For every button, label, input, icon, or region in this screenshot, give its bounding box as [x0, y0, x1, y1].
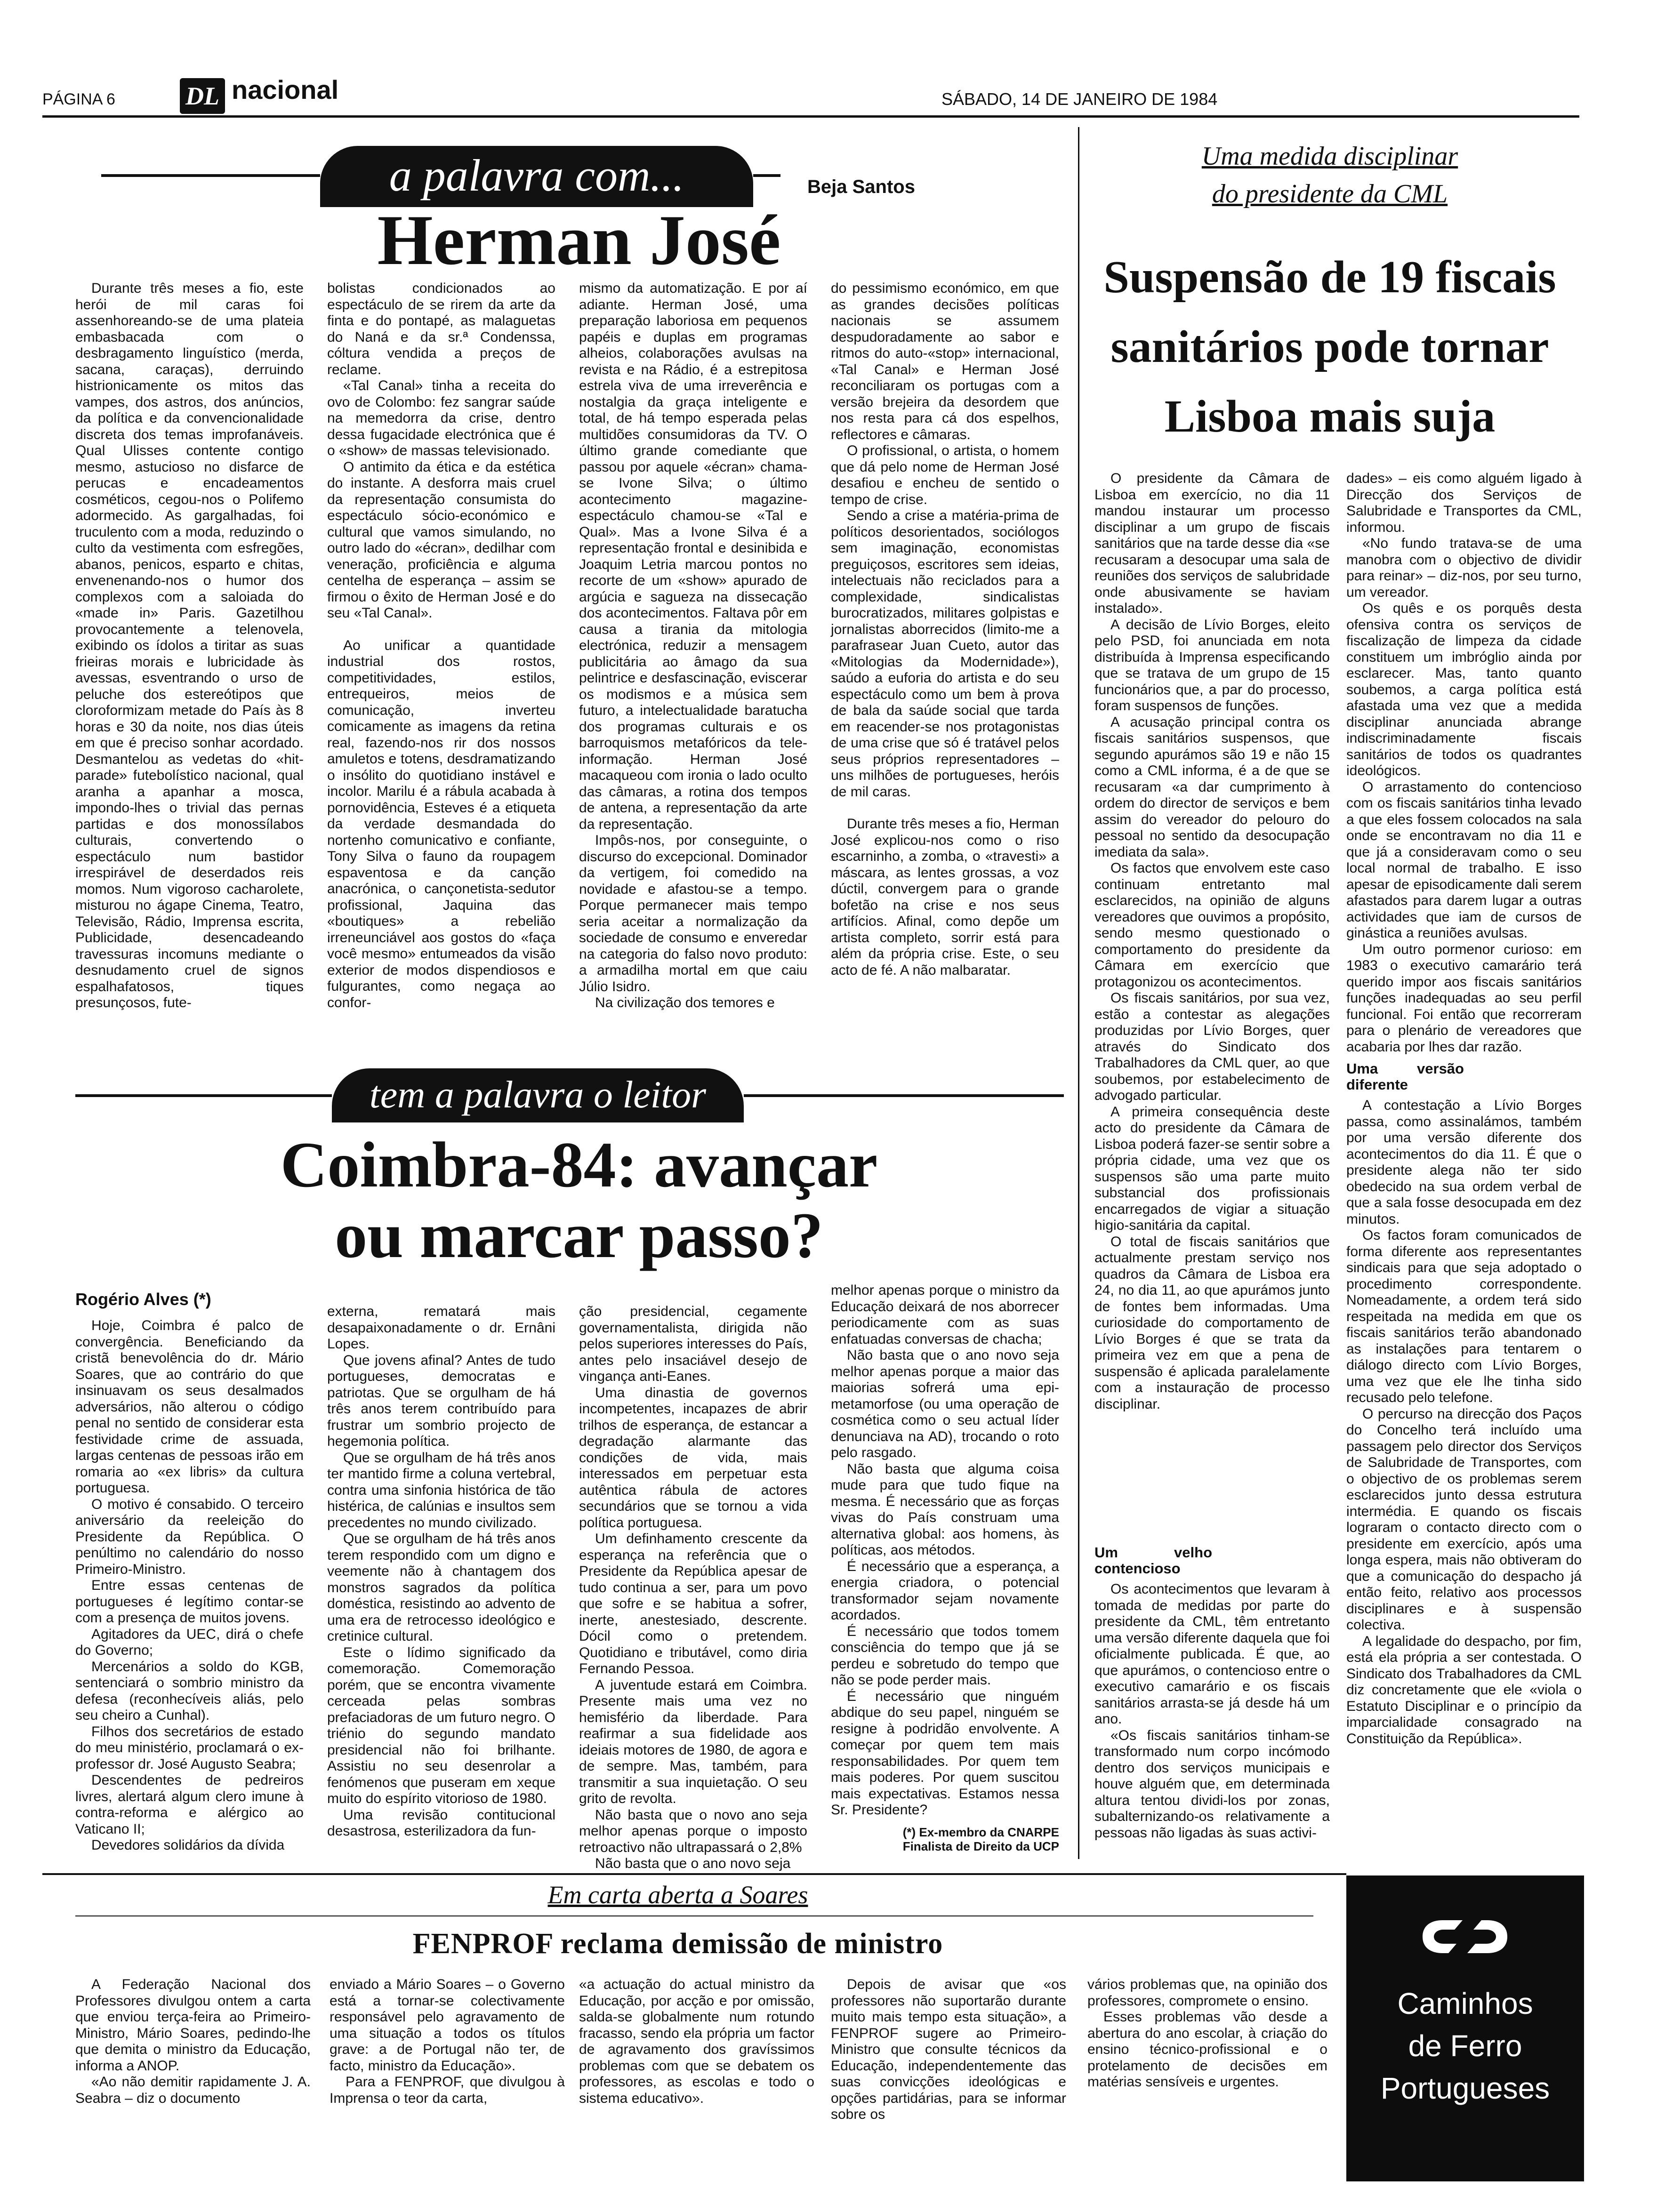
paragraph: A primeira consequência deste acto do presidente da Câmara de Lisboa poderá fazer-se sentir sobre a própria cidade, uma vez que os suspensos são uma parte muito substancial dos profissionais encarregados de vigiar a situação higio-sanitária da capital. — [1094, 1104, 1330, 1233]
paragraph: O antimito da ética e da estética do instante. A desforra mais cruel da representação consumista do espectáculo sócio-económico e cultural que vamos simulando, no outro lado do «écran», dedilhar com veneração, proficiência e alguma centelha de esperança – assim se firmou o êxito de Herman José e do seu «Tal Canal». — [327, 459, 555, 621]
herman-col-1 — [75, 281, 304, 1011]
paragraph: dades» – eis como alguém ligado à Direcção dos Serviços de Salubridade e Transportes da CML, informou. — [1346, 471, 1582, 535]
logo — [180, 78, 225, 114]
paragraph: enviado a Mário Soares – o Governo está a tornar-se colectivamente responsável pelo agravamento de uma situação a todos os títulos grave: a de Portugal não ter, de facto, ministro da Educação». — [330, 1977, 565, 2074]
footnote-line: (*) Ex-membro da CNARPE — [902, 1825, 1059, 1839]
article-kicker-2: do presidente da CML — [1212, 179, 1448, 208]
opinion-author: Rogério Alves (*) — [75, 1290, 211, 1309]
ad-line: Portugueses — [1380, 2071, 1550, 2105]
paragraph: ção presidencial, cegamente governamentalista, dirigida não pelos superiores interesses do País, antes pelo insaciável desejo de vingança anti-Eanes. — [579, 1304, 807, 1384]
paragraph: É necessário que ninguém abdique do seu papel, ninguém se resigne à podridão envolvente. A começar por quem tem mais responsabilidades. Por quem tem mais poderes. Por quem suscitou mais expectativas. Estamos nessa Sr. Presidente? — [831, 1688, 1059, 1818]
vertical-divider — [1078, 127, 1079, 1859]
paragraph: «Ao não demitir rapidamente J. A. Seabra – diz o documento — [75, 2074, 311, 2106]
paragraph: Que se orgulham de há três anos terem respondido com um digno e veemente não à chantagem dos monstros sagrados da política doméstica, resistindo ao advento de uma era de retrocesso ideológico e cretinice cultural. — [327, 1531, 555, 1644]
ad-line: de Ferro — [1408, 2029, 1522, 2063]
herman-col-2 — [327, 281, 555, 1011]
fenprof-col-1 — [75, 1977, 311, 2107]
footnote-line: Finalista de Direito da UCP — [902, 1839, 1059, 1853]
cp-advertisement — [1346, 1875, 1584, 2181]
header-rule — [42, 115, 1579, 118]
opinion-col-2 — [327, 1304, 555, 1840]
paragraph: Um outro pormenor curioso: em 1983 o executivo camarário terá querido impor aos fiscais sanitários funções inadequadas ao seu perfil funcional. Foi então que recorreram para o plenário de vereadores que acabaria por lhes dar razão. — [1346, 941, 1582, 1055]
paragraph: O percurso na direcção dos Paços do Concelho terá incluído uma passagem pelo director dos Serviços de Salubridade de Transportes, com o objectivo de os problemas serem esclarecidos junto dessa estrutura intermédia. E quando os fiscais lograram o contacto directo com o presidente em exercício, após uma longa espera, mais não obtiveram do que a comunicação do despacho já então feito, relativo aos processos disciplinares e à suspensão colectiva. — [1346, 1406, 1582, 1633]
paragraph: A acusação principal contra os fiscais sanitários suspensos, que segundo apurámos são 19 e não 15 como a CML informa, é a de que se recusaram «a dar cumprimento à ordem do director de serviços e bem assim do vereador do pelouro do pessoal no sentido da desocupação imediata da sala». — [1094, 714, 1330, 860]
paragraph: É necessário que todos tomem consciência do tempo que já se perdeu e sobretudo do tempo que não se pode perder mais. — [831, 1623, 1059, 1688]
paragraph: Uma dinastia de governos incompetentes, incapazes de abrir trilhos de esperança, de estancar a degradação alarmante das condições de vida, mais interessados em perpetuar esta autêntica rábula de actores secundários que se tornou a vida política portuguesa. — [579, 1385, 807, 1531]
paragraph: Ao unificar a quantidade industrial dos rostos, competitividades, estilos, entrequeiros, meios de comunicação, inverteu comicamente as imagens da retina real, fazendo-nos rir dos nossos amuletos e totens, desdramatizando o insólito do quotidiano instável e incolor. Marilu é a rábula acabada à pornovidência, Esteves é a etiqueta da verdade desmandada do nortenho comunicativo e confiante, Tony Silva o fauno da roupagem espaventosa e da canção anacrónica, o cançonetista-sedutor profissional, Jaquina das «boutiques» a rebelião irreneunciável aos gostos do «faça você mesmo» entumeados da visão exterior de modos dispendiosos e fulgurantes, como negaça ao confor- — [327, 637, 555, 1010]
paragraph: O motivo é consabido. O terceiro aniversário da reeleição do Presidente da República. O penúltimo no calendário do nosso Primeiro-Ministro. — [75, 1496, 304, 1577]
paragraph: Os factos foram comunicados de forma diferente aos representantes sindicais para que seja adoptado o procedimento correspondente. Nomeadamente, a ordem terá sido respeitada na medida em que os fiscais sanitários terão abandonado as instalações para tentarem o diálogo directo com Lívio Borges, uma vez que ele lhe tinha sido recusado pelo telefone. — [1346, 1227, 1582, 1405]
fiscais-col-1b — [1094, 1539, 1330, 1841]
opinion-title-1: Coimbra-84: avançar — [280, 1129, 878, 1201]
paragraph: «a actuação do actual ministro da Educação, por acção e por omissão, salda-se globalmente num rotundo fracasso, sendo ela própria um factor de agravamento dos gravíssimos problemas com que se debatem os professores, as escolas e todo o sistema educativo». — [579, 1977, 814, 2106]
paragraph: Durante três meses a fio, este herói de mil caras foi assenhoreando-se de uma plateia embasbacada com o desbragamento linguístico (merda, sacana, caraças), derruindo histrionicamente os mitos das vampes, dos astros, dos anúncios, da política e da convencionalidade discreta dos temas improfanáveis. Qual Ulisses contente contigo mesmo, astucioso no disfarce de perucas e encadeamentos cosméticos, cegou-nos o Polifemo adormecido. As gargalhadas, foi truculento com a moda, reduzindo o culto da vestimenta com esfregões, abanos, penicos, esparto e chitas, envenenando-nos o humor dos complexos com a saloiada do «made in» Paris. Gazetilhou provocantemente a telenovela, exibindo os ídolos a tiritar as suas frieiras morais e lubricidade às avessas, esventrando o urso de peluche dos estereótipos que cloroformizam metade do País às 8 horas e 30 da noite, nos dias úteis em que é preciso sonhar acordado. Desmantelou as vedetas do «hit-parade» futebolístico nacional, qual aranha a apanhar a mosca, impondo-lhes o trivial das pernas partidas e dos monossílabos culturais, convertendo o espectáculo num bastidor irrespirável de deserdados reis momos. Num vigoroso cacharolete, misturou no ágape Cinema, Teatro, Televisão, Rádio, Imprensa escrita, Publicidade, desencadeando travessuras incomuns mediante o desnudamento cruel de signos espalhafatosos, tiques presunçosos, fute- — [75, 281, 304, 1010]
paragraph: O total de fiscais sanitários que actualmente prestam serviço nos quadros da Câmara de Lisboa era 24, no dia 11, ao que apurámos junto de fontes bem informadas. Uma curiosidade do comportamento de Lívio Borges é que se trata da primeira vez em que a pena de suspensão é aplicada paralelamente com a instauração de processo disciplinar. — [1094, 1234, 1330, 1412]
paragraph: Os acontecimentos que levaram à tomada de medidas por parte do presidente da CML, têm entretanto uma versão diferente daquela que foi oficialmente publicada. É que, ao que apurámos, o contencioso entre o executivo camarário e os fiscais sanitários arrasta-se já desde há um ano. — [1094, 1581, 1330, 1727]
paragraph: Este o lídimo significado da comemoração. Comemoração porém, que se encontra vivamente cerceada pelas sombras prefaciadoras de um futuro negro. O triénio do segundo mandato presidencial não foi brilhante. Assistiu no seu desenrolar a fenómenos que puseram em xeque muito do espírito vitorioso de 1980. — [327, 1644, 555, 1806]
herman-col-3 — [579, 281, 807, 1011]
article-headline: Suspensão de 19 fiscais sanitários pode tornar Lisboa mais suja — [1103, 252, 1556, 442]
paragraph: Durante três meses a fio, Herman José explicou-nos como o riso escarninho, a zomba, o «travesti» a máscara, as lentes grossas, a voz dúctil, convergem para o grande bofetão na crise e nos seus artifícios. Afinal, como depõe um artista completo, sorrir está para além da própria crise. Este, o seu acto de fé. A não malbaratar. — [831, 816, 1059, 978]
paragraph: Descendentes de pedreiros livres, alertará algum clero imune à contra-reforma e alérgico ao Vaticano II; — [75, 1772, 304, 1837]
paragraph: A legalidade do despacho, por fim, está ela própria a ser contestada. O Sindicato dos Trabalhadores da CML diz concretamente que ele «viola o Estatuto Disciplinar e o princípio da imparcialidade consagrado na Constituição da República». — [1346, 1633, 1582, 1747]
paragraph: «Tal Canal» tinha a receita do ovo de Colombo: fez sangrar saúde na memedorra da crise, dentro dessa fugacidade electrónica que é o «show» de massas televisionado. — [327, 378, 555, 458]
banner-rule-left — [75, 1094, 332, 1097]
paragraph: mismo da automatização. E por aí adiante. Herman José, uma preparação laboriosa em pequenos papéis e duplas em programas alheios, colaborações avulsas na revista e na Rádio, é a estrepitosa estrela viva de uma irreverência e nostalgia da graça inteligente e total, de há tempo esperada pelas multidões consumidoras da TV. O último grande comediante que passou por aquele «écran» chama-se Ivone Silva; o último acontecimento magazine-espectáculo chamou-se «Tal e Qual». Mas a Ivone Silva é a representação frontal e desinibida e Joaquim Letria marcou pontos no recorte de um «show» apurado de argúcia e sagueza na dissecação dos acontecimentos. Faltava pôr em causa a tirania da mitologia electrónica, reduzir a mensagem publicitária ao âmago da sua pelintrice e desfascinação, eviscerar os modismos e a música sem futuro, a intelectualidade baratucha dos programas culturais e os barroquismos metafóricos da tele-informação. Herman José macaqueou com ironia o lado oculto das câmaras, a rotina dos tempos de antena, a representação da arte da representação. — [579, 281, 807, 832]
opinion-banner: tem a palavra o leitor — [332, 1068, 744, 1122]
paragraph: Que se orgulham de há três anos ter mantido firme a coluna vertebral, contra uma sinfonia histórica de tão histérica, de calúnias e insultos sem precedentes no mundo civilizado. — [327, 1450, 555, 1531]
paragraph: Agitadores da UEC, dirá o chefe do Governo; — [75, 1626, 304, 1658]
paragraph: A contestação a Lívio Borges passa, como assinalámos, também por uma versão diferente dos acontecimentos do dia 11. É que o presidente alega não ter sido obedecido na sua ordem verbal de que a sala fosse desocupada em dez minutos. — [1346, 1098, 1582, 1227]
logo-letters: DL — [185, 82, 219, 110]
paragraph: bolistas condicionados ao espectáculo de se rirem da arte da finta e do pontapé, as malaguetas do Naná e da sr.ª Condenssa, cóltura vendida a preços de reclame. — [327, 281, 555, 377]
paragraph: Não basta que alguma coisa mude para que tudo fique na mesma. É necessário que as forças vivas do País construam uma alternativa global: aos homens, às políticas, aos métodos. — [831, 1461, 1059, 1558]
paragraph: Entre essas centenas de portugueses é legítimo contar-se com a presença de muitos jovens. — [75, 1578, 304, 1626]
paragraph: A decisão de Lívio Borges, eleito pelo PSD, foi anunciada em nota distribuída à Imprensa especificando que se tratava de um grupo de 15 funcionários que, a par do processo, foram suspensos de funções. — [1094, 617, 1330, 713]
paragraph: O presidente da Câmara de Lisboa em exercício, no dia 11 mandou instaurar um processo disciplinar a um grupo de fiscais sanitários que na tarde desse dia «se recusaram a desocupar uma sala de reuniões dos serviços de salubridade onde abusivamente se haviam instalado». — [1094, 471, 1330, 616]
page-label: PÁGINA 6 — [42, 90, 115, 108]
paragraph: externa, rematará mais desapaixonadamente o dr. Ernâni Lopes. — [327, 1304, 555, 1352]
paragraph: Que jovens afinal? Antes de tudo portugueses, democratas e patriotas. Que se orgulham de há três anos terem contribuído para frustrar um sombrio projecto de hegemonia política. — [327, 1352, 555, 1449]
fenprof-col-5 — [1087, 1977, 1327, 2091]
paragraph: Mercenários a soldo do KGB, sentenciará o sombrio ministro da defesa (reconhecíveis aliás, pelo seu cheiro a Cunhal). — [75, 1659, 304, 1723]
newspaper-logo-icon — [180, 78, 225, 114]
opinion-col-4 — [831, 1282, 1059, 1853]
banner-rule-right — [753, 174, 780, 177]
section-name: nacional — [232, 75, 339, 104]
paragraph: melhor apenas porque o ministro da Educação deixará de nos aborrecer periodicamente com as suas enfatuadas conversas de chacha; — [831, 1282, 1059, 1347]
column-banner: a palavra com... — [320, 146, 753, 207]
paragraph: Os factos que envolvem este caso continuam entretanto mal esclarecidos, na opinião de alguns vereadores que ouvimos a propósito, sendo mesmo questionado o comportamento do presidente da Câmara em exercício que protagonizou os acontecimentos. — [1094, 860, 1330, 990]
banner-rule-right — [744, 1094, 1064, 1097]
paragraph: Uma revisão contitucional desastrosa, esterilizadora da fun- — [327, 1807, 555, 1839]
opinion-col-3 — [579, 1304, 807, 1872]
fenprof-headline: FENPROF reclama demissão de ministro — [412, 1928, 943, 1960]
paragraph: Na civilização dos temores e — [595, 995, 775, 1010]
paragraph: Filhos dos secretários de estado do meu ministério, proclamará o ex-professor dr. José Augusto Seabra; — [75, 1723, 304, 1772]
paragraph: vários problemas que, na opinião dos professores, compromete o ensino. — [1087, 1977, 1327, 2009]
fenprof-rule — [75, 1915, 1313, 1916]
column-title: Herman José — [377, 200, 781, 280]
paragraph: Não basta que o ano novo seja — [595, 1856, 791, 1871]
paragraph: O arrastamento do contencioso com os fiscais sanitários tinha levado a que eles fossem colocados na sala onde se encontravam no dia 11 e que já a consideravam como o seu local normal de trabalho. E isso apesar de episodicamente dali serem afastados para darem lugar a outras actividades que iam de cursos de ginástica a reuniões avulsas. — [1346, 779, 1582, 941]
paragraph: Impôs-nos, por conseguinte, o discurso do excepcional. Dominador da vertigem, foi comedido na novidade e afastou-se a tempo. Porque permanecer mais tempo seria aceitar a normalização da sociedade de consumo e enveredar na categoria do falso novo produto: a armadilha mortal em que caiu Júlio Isidro. — [579, 833, 807, 994]
paragraph: Esses problemas vão desde a abertura do ano escolar, à criação do ensino técnico-profissional e o protelamento de decisões em matérias sensíveis e urgentes. — [1087, 2009, 1327, 2090]
opinion-title-2: ou marcar passo? — [335, 1199, 823, 1271]
opinion-col-1 — [75, 1318, 304, 1854]
paragraph: É necessário que a esperança, a energia criadora, o potencial transformador sejam novamente acordados. — [831, 1558, 1059, 1623]
article-kicker-1: Uma medida disciplinar — [1201, 142, 1458, 171]
fiscais-col-1a — [1094, 471, 1330, 1412]
paragraph: A Federação Nacional dos Professores divulgou ontem a carta que enviou terça-feira ao Primeiro-Ministro, Mário Soares, pedindo-lhe que demita o ministro da Educação, informa a ANOP. — [75, 1977, 311, 2074]
fenprof-col-4 — [831, 1977, 1066, 2123]
paragraph: Os quês e os porquês desta ofensiva contra os serviços de fiscalização de limpeza da cidade constituem um imbróglio ainda por esclarecer. Mas, tanto quanto soubemos, a carga política está afastada uma vez que a medida disciplinar anunciada abrange indiscriminadamente fiscais sanitários de todos os quadrantes ideológicos. — [1346, 601, 1582, 778]
paragraph: Um definhamento crescente da esperança na referência que o Presidente da República apesar de tudo continua a ser, para um povo que sofre e se habitua a sofrer, inerte, anestesiado, descrente. Dócil como o pretendem. Quotidiano e tributável, como diria Fernando Pessoa. — [579, 1531, 807, 1676]
cp-logo-icon — [1413, 1908, 1517, 1965]
subhead: Uma versão diferente — [1346, 1060, 1464, 1093]
paragraph: do pessimismo económico, em que as grandes decisões políticas nacionais se assumem despudoradamente ao sabor e ritmos do auto-«stop» internacional, «Tal Canal» e Herman José reconciliaram os portugas com a versão brejeira da desordem que nos resta para cá dos espelhos, reflectores e câmaras. — [831, 281, 1059, 442]
paragraph: «No fundo tratava-se de uma manobra com o objectivo de dividir para reinar» – diz-nos, por seu turno, um vereador. — [1346, 536, 1582, 600]
ad-line: Caminhos — [1397, 1987, 1533, 2020]
fenprof-kicker: Em carta aberta a Soares — [547, 1881, 808, 1909]
paragraph: O profissional, o artista, o homem que dá pelo nome de Herman José desafiou e encheu de sentido o tempo de crise. — [831, 443, 1059, 507]
fenprof-col-3 — [579, 1977, 814, 2107]
issue-date: SÁBADO, 14 DE JANEIRO DE 1984 — [941, 89, 1218, 109]
paragraph: Depois de avisar que «os professores não suportarão durante muito mais tempo esta situação», a FENPROF sugere ao Primeiro-Ministro que consulte técnicos da Educação, independentemente das suas convicções ideológicas e opções partidárias, para se informar sobre os — [831, 1977, 1066, 2122]
banner-rule-left — [101, 174, 320, 177]
fiscais-col-2 — [1346, 471, 1582, 1747]
paragraph: Hoje, Coimbra é palco de convergência. Beneficiando da cristã benevolência do dr. Mário Soares, que ao contrário do que insinuavam os seus desalmados adversários, não alterou o código penal no sentido de considerar esta festividade crime de assuada, largas centenas de pessoas irão em romaria ao «ex libris» da cultura portuguesa. — [75, 1318, 304, 1496]
paragraph: A juventude estará em Coimbra. Presente mais uma vez no hemisfério da liberdade. Para reafirmar a sua fidelidade aos ideiais motores de 1980, de agora e de sempre. Mas, também, para transmitir a sua inquietação. O seu grito de revolta. — [579, 1677, 807, 1806]
paragraph: Os fiscais sanitários, por sua vez, estão a contestar as alegações produzidas por Lívio Borges, quer através do Sindicato dos Trabalhadores da CML quer, ao que soubemos, por estabelecimento de advogado particular. — [1094, 990, 1330, 1103]
paragraph: Devedores solidários da dívida — [91, 1837, 285, 1853]
subhead: Um velho contencioso — [1094, 1544, 1212, 1577]
paragraph: Sendo a crise a matéria-prima de políticos desorientados, sociólogos sem imaginação, economistas preguiçosos, escritores sem ideias, intelectuais não reciclados para a complexidade, sindicalistas burocratizados, militares golpistas e jornalistas aborrecidos (limito-me a parafrasear Juan Cueto, autor das «Mitologias da Modernidade»), saúdo a euforia do artista e do seu espectáculo como um bem à prova de bala da saúde social que tarda em reacender-se nos protagonistas de uma crise que só é tratável pelos seus próprios representadores – uns milhões de portugueses, heróis de mil caras. — [831, 508, 1059, 800]
paragraph: Para a FENPROF, que divulgou à Imprensa o teor da carta, — [330, 2074, 565, 2106]
herman-col-4 — [831, 281, 1059, 978]
footnote — [831, 1825, 1059, 1853]
bottom-section-rule — [42, 1873, 1346, 1875]
paragraph: Não basta que o ano novo seja melhor apenas porque a maior das maiorias sofrerá uma epi-metamorfose (ou uma operação de cosmética como o seu actual líder denunciava na AD), trocando o roto pelo rasgado. — [831, 1347, 1059, 1460]
fenprof-col-2 — [330, 1977, 565, 2107]
column-author: Beja Santos — [807, 176, 915, 197]
paragraph: Não basta que o novo ano seja melhor apenas porque o imposto retroactivo não ultrapassará o 2,8% — [579, 1807, 807, 1855]
paragraph: «Os fiscais sanitários tinham-se transformado num corpo incómodo dentro dos serviços municipais e houve alguém que, em determinada altura tentou dividi-los por zonas, subalternizando-os relativamente a pessoas não ligadas às suas activi- — [1094, 1727, 1330, 1841]
